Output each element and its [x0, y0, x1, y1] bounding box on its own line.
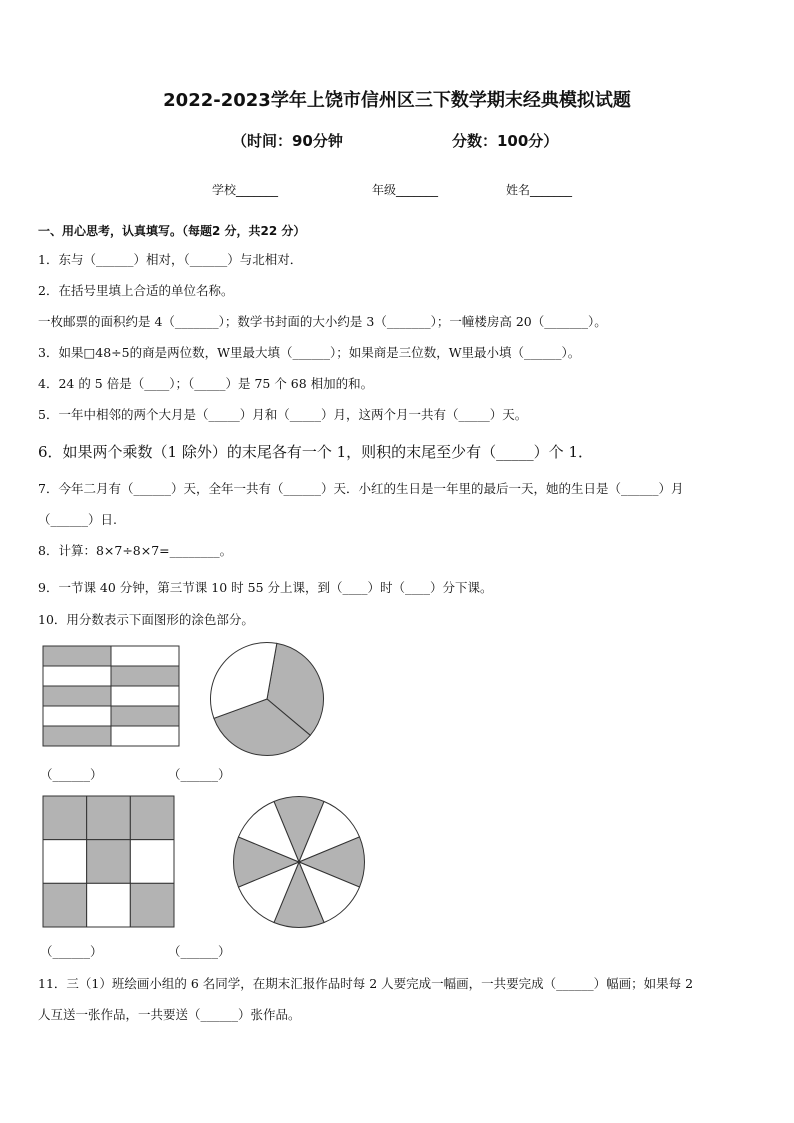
grid-cell	[111, 726, 179, 746]
question-11-cont: 人互送一张作品，一共要送（______）张作品。	[38, 1007, 301, 1022]
grid-cell	[43, 840, 87, 884]
question-1: 1．东与（______）相对，（______）与北相对．	[38, 252, 303, 267]
figure-circle-eighths	[232, 795, 366, 929]
question-4: 4．24 的 5 倍是（____）；（_____）是 75 个 68 相加的和。	[38, 376, 374, 391]
exam-time: （时间：90分钟	[232, 132, 343, 150]
grid-cell	[43, 796, 87, 840]
question-10: 10．用分数表示下面图形的涂色部分。	[38, 612, 254, 627]
grid-cell	[87, 796, 131, 840]
grid-cell	[130, 796, 174, 840]
answer-blank-fig3: （______）	[40, 944, 103, 959]
grid-cell	[43, 646, 111, 666]
question-3: 3．如果□48÷5的商是两位数，W里最大填（______）；如果商是三位数，W里最小填（______）。	[38, 345, 581, 360]
question-2: 2．在括号里填上合适的单位名称。	[38, 283, 234, 298]
grade-field: 年级_______	[372, 183, 439, 197]
question-2-items: 一枚邮票的面积约是 4（_______）；数学书封面的大小约是 3（_______）；一幢楼房高 20（_______）。	[38, 314, 607, 329]
question-11: 11．三（1）班绘画小组的 6 名同学，在期末汇报作品时每 2 人要完成一幅画，一共要完成（______）幅画；如果每 2	[38, 976, 694, 991]
grid-cell	[43, 686, 111, 706]
grid-cell	[43, 666, 111, 686]
grid-cell	[111, 666, 179, 686]
grid-cell	[87, 840, 131, 884]
grid-cell	[130, 840, 174, 884]
question-6: 6．如果两个乘数（1 除外）的末尾各有一个 1，则积的末尾至少有（_____）个 1．	[38, 443, 593, 461]
exam-score: 分数：100分）	[452, 132, 559, 150]
figure-rect-grid	[42, 645, 180, 747]
answer-blank-fig4: （______）	[168, 944, 231, 959]
figure-circle-thirds	[208, 641, 326, 757]
grid-cell	[111, 706, 179, 726]
question-9: 9．一节课 40 分钟，第三节课 10 时 55 分上课，到（____）时（____）分下课。	[38, 580, 493, 595]
name-field: 姓名_______	[506, 183, 573, 197]
figure-square-grid	[42, 795, 175, 928]
grid-cell	[111, 686, 179, 706]
grid-cell	[130, 883, 174, 927]
section-heading: 一、用心思考，认真填写。（每题2 分，共22 分）	[38, 224, 306, 238]
question-5: 5．一年中相邻的两个大月是（_____）月和（_____）月，这两个月一共有（_____）天。	[38, 407, 528, 422]
school-field: 学校_______	[212, 183, 279, 197]
grid-cell	[43, 883, 87, 927]
grid-cell	[111, 646, 179, 666]
question-8: 8．计算：8×7÷8×7=________。	[38, 543, 233, 558]
grid-cell	[87, 883, 131, 927]
page-title: 2022-2023学年上饶市信州区三下数学期末经典模拟试题	[163, 90, 631, 111]
grid-cell	[43, 726, 111, 746]
answer-blank-fig2: （______）	[168, 767, 231, 782]
answer-blank-fig1: （______）	[40, 767, 103, 782]
question-7-cont: （______）日.	[38, 512, 117, 527]
grid-cell	[43, 706, 111, 726]
question-7: 7．今年二月有（______）天，全年一共有（______）天．小红的生日是一年里的最后一天，她的生日是（______）月	[38, 481, 684, 496]
